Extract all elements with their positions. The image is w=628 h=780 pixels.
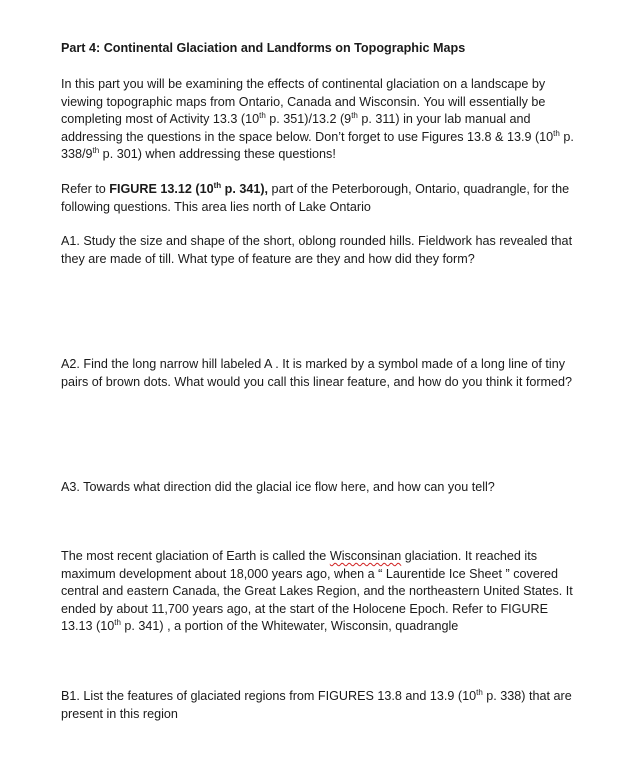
question-a3: A3. Towards what direction did the glacial ice flow here, and how can you tell? bbox=[61, 480, 495, 494]
question-b1 bbox=[61, 688, 581, 723]
figure-reference-text: FIGURE 13.12 (10 bbox=[109, 182, 214, 196]
intro-text-4: p. 338/9 bbox=[61, 129, 574, 162]
spellcheck-term: Wisconsinan bbox=[329, 549, 402, 563]
intro-text-1: In this part you will be examining the effects of continental glaciation on a landscape by viewing topographic maps from Ontario, Canada and Wisconsin. You will essentially be completing most of Activity 13.3 (10 bbox=[61, 77, 546, 127]
b1-text-2: p. 338) that are present in this region bbox=[61, 689, 572, 721]
figure-reference-page: p. 341), bbox=[221, 182, 269, 196]
figure-reference bbox=[109, 182, 268, 196]
question-a1: A1. Study the size and shape of the short, oblong rounded hills. Fieldwork has revealed that they are made of till. What type of feature are they and how did they form? bbox=[61, 234, 573, 266]
question-a2: A2. Find the long narrow hill labeled A . It is marked by a symbol made of a long line of tiny pairs of brown dots. What would you call this linear feature, and how do you think it formed? bbox=[61, 357, 573, 389]
glaciation-text-1: The most recent glaciation of Earth is called the bbox=[61, 549, 330, 563]
superscript: th bbox=[351, 111, 358, 120]
intro-text-2: p. 351)/13.2 (9 bbox=[265, 112, 352, 127]
b1-text-1: B1. List the features of glaciated regions from FIGURES 13.8 and 13.9 (10 bbox=[61, 689, 477, 703]
superscript: th bbox=[553, 128, 560, 138]
refer-prefix: Refer to bbox=[61, 182, 110, 196]
superscript: th bbox=[114, 618, 121, 628]
glaciation-paragraph bbox=[61, 548, 581, 636]
glaciation-text-3: p. 341) , a portion of the Whitewater, Wisconsin, quadrangle bbox=[120, 619, 459, 634]
superscript: th bbox=[259, 111, 266, 120]
glaciation-text-2: glaciation. It reached its maximum development about 18,000 years ago, when a “ Laurentide Ice Sheet ” covered central and eastern Canada, the Great Lakes Region, and the northeastern United States. It ended by about 11,700 years ago, at the start of the Holocene Epoch. Refer to FIGURE 13.13 (10 bbox=[61, 549, 573, 634]
intro-paragraph bbox=[61, 76, 581, 164]
superscript: th bbox=[213, 180, 222, 190]
superscript: th bbox=[476, 687, 483, 697]
refer-figure-13-12-paragraph bbox=[61, 181, 581, 216]
superscript: th bbox=[92, 146, 100, 156]
intro-text-3: p. 311) in your lab manual and addressing the questions in the space below. Don’t forget to use Figures 13.8 & 13.9 (10 bbox=[61, 112, 554, 144]
refer-suffix: part of the Peterborough, Ontario, quadrangle, for the following questions. This area lies north of Lake Ontario bbox=[61, 182, 570, 214]
section-title: Part 4: Continental Glaciation and Landforms on Topographic Maps bbox=[61, 41, 466, 55]
intro-text-5: p. 301) when addressing these questions! bbox=[99, 147, 336, 162]
